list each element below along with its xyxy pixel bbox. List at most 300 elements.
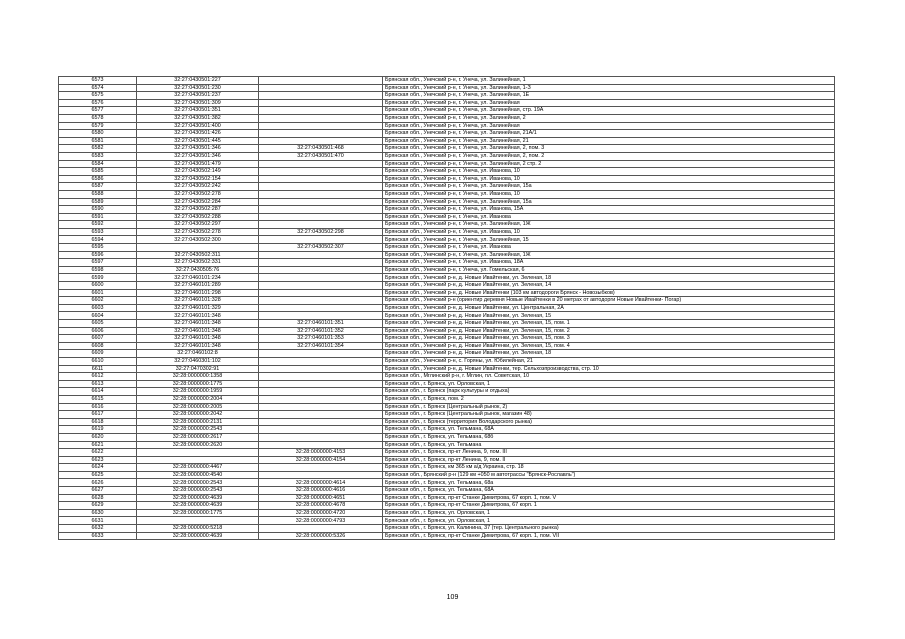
row-number-cell: 6587 [59, 183, 137, 191]
table-row [59, 525, 835, 533]
cadastral-number-cell: 32:27:0430501:237 [137, 92, 259, 100]
related-cadastral-number-cell [259, 373, 383, 381]
related-cadastral-number-cell [259, 441, 383, 449]
related-cadastral-number-cell [259, 221, 383, 229]
table-row [59, 304, 835, 312]
cadastral-number-cell: 32:28:0000000:4540 [137, 471, 259, 479]
row-number-cell: 6585 [59, 168, 137, 176]
cadastral-number-cell: 32:27:0430502:154 [137, 175, 259, 183]
table-row [59, 411, 835, 419]
table-row [59, 441, 835, 449]
related-cadastral-number-cell [259, 426, 383, 434]
address-cell: Брянская обл., Унечский р-н, г. Унеча, ул. Залинейная, 21А/1 [383, 130, 835, 138]
table-row [59, 517, 835, 525]
row-number-cell: 6581 [59, 137, 137, 145]
address-cell: Брянская обл., Унечский р-н, г. Унеча, ул. Залинейная, 1Е [383, 92, 835, 100]
address-cell: Брянская обл., г. Брянск, ул. Тельмана, 68А [383, 487, 835, 495]
related-cadastral-number-cell [259, 395, 383, 403]
related-cadastral-number-cell [259, 365, 383, 373]
table-row [59, 77, 835, 85]
row-number-cell: 6600 [59, 282, 137, 290]
row-number-cell: 6612 [59, 373, 137, 381]
row-number-cell: 6621 [59, 441, 137, 449]
address-cell: Брянская обл., г. Брянск (Центральный рынок, 2) [383, 403, 835, 411]
related-cadastral-number-cell: 32:27:0430501:468 [259, 145, 383, 153]
row-number-cell: 6606 [59, 327, 137, 335]
cadastral-number-cell: 32:27:0430502:284 [137, 198, 259, 206]
row-number-cell: 6627 [59, 487, 137, 495]
table-row [59, 418, 835, 426]
registry-table [58, 76, 835, 540]
cadastral-number-cell [137, 244, 259, 252]
cadastral-number-cell: 32:27:0430501:426 [137, 130, 259, 138]
related-cadastral-number-cell [259, 418, 383, 426]
cadastral-number-cell: 32:27:0430502:149 [137, 168, 259, 176]
related-cadastral-number-cell: 32:28:0000000:4651 [259, 494, 383, 502]
table-row [59, 92, 835, 100]
related-cadastral-number-cell: 32:27:0460101:353 [259, 335, 383, 343]
cadastral-number-cell: 32:27:0430501:346 [137, 145, 259, 153]
address-cell: Брянская обл., Унечский р-н, д. Новые Ивайтенки, тер. Сельхозпроизводства, стр. 10 [383, 365, 835, 373]
cadastral-number-cell: 32:27:0460102:8 [137, 350, 259, 358]
address-cell: Брянская обл., г. Брянск, ул. Тельмана, 68А [383, 426, 835, 434]
table-row [59, 198, 835, 206]
table-row [59, 190, 835, 198]
cadastral-number-cell: 32:27:0430505:76 [137, 266, 259, 274]
table-row [59, 274, 835, 282]
row-number-cell: 6579 [59, 122, 137, 130]
row-number-cell: 6594 [59, 236, 137, 244]
table-row [59, 251, 835, 259]
cadastral-number-cell: 32:27:0430502:311 [137, 251, 259, 259]
cadastral-number-cell: 32:27:0430501:309 [137, 99, 259, 107]
address-cell: Брянская обл., г. Брянск, ул. Орловская, 1 [383, 517, 835, 525]
related-cadastral-number-cell [259, 107, 383, 115]
row-number-cell: 6631 [59, 517, 137, 525]
cadastral-number-cell: 32:27:0430501:400 [137, 122, 259, 130]
table-row [59, 449, 835, 457]
related-cadastral-number-cell [259, 259, 383, 267]
related-cadastral-number-cell [259, 236, 383, 244]
related-cadastral-number-cell: 32:27:0460101:351 [259, 320, 383, 328]
row-number-cell: 6604 [59, 312, 137, 320]
related-cadastral-number-cell: 32:28:0000000:4793 [259, 517, 383, 525]
table-row [59, 509, 835, 517]
row-number-cell: 6582 [59, 145, 137, 153]
row-number-cell: 6593 [59, 228, 137, 236]
row-number-cell: 6616 [59, 403, 137, 411]
row-number-cell: 6592 [59, 221, 137, 229]
address-cell: Брянская обл., Унечский р-н, г. Унеча, ул. Залинейная, 1 [383, 77, 835, 85]
table-row [59, 137, 835, 145]
address-cell: Брянская обл., Унечский р-н, г. Унеча, ул. Залинейная, 1Ж [383, 251, 835, 259]
row-number-cell: 6597 [59, 259, 137, 267]
related-cadastral-number-cell [259, 206, 383, 214]
cadastral-number-cell: 32:27:0430502:278 [137, 228, 259, 236]
related-cadastral-number-cell: 32:27:0430501:470 [259, 152, 383, 160]
address-cell: Брянская обл., Унечский р-н, г. Унеча, ул. Иванова, 10 [383, 228, 835, 236]
address-cell: Брянская обл., Унечский р-н, г. Унеча, ул. Залинейная, 2, пом. 2 [383, 152, 835, 160]
table-row [59, 289, 835, 297]
cadastral-number-cell: 32:27:0470302:91 [137, 365, 259, 373]
table-row [59, 487, 835, 495]
table-row [59, 282, 835, 290]
related-cadastral-number-cell [259, 137, 383, 145]
table-row [59, 213, 835, 221]
table-row [59, 464, 835, 472]
cadastral-number-cell [137, 456, 259, 464]
address-cell: Брянская обл., Унечский р-н, г. Унеча, ул. Иванова, 10 [383, 168, 835, 176]
cadastral-number-cell: 32:27:0430501:346 [137, 152, 259, 160]
address-cell: Брянская обл., г. Брянск, ул. Орловская, 1 [383, 509, 835, 517]
address-cell: Брянская обл., г. Брянск, ул. Тельмана, 68а [383, 479, 835, 487]
related-cadastral-number-cell [259, 122, 383, 130]
row-number-cell: 6607 [59, 335, 137, 343]
related-cadastral-number-cell: 32:27:0460101:352 [259, 327, 383, 335]
row-number-cell: 6609 [59, 350, 137, 358]
cadastral-number-cell: 32:27:0430501:227 [137, 77, 259, 85]
row-number-cell: 6577 [59, 107, 137, 115]
address-cell: Брянская обл., Унечский р-н, д. Новые Ивайтенки, ул. Зеленая, 15 [383, 312, 835, 320]
related-cadastral-number-cell: 32:28:0000000:4154 [259, 456, 383, 464]
row-number-cell: 6618 [59, 418, 137, 426]
address-cell: Брянская обл., Унечский р-н, г. Унеча, ул. Залинейная, 2, пом. 3 [383, 145, 835, 153]
cadastral-number-cell: 32:27:0430502:331 [137, 259, 259, 267]
cadastral-number-cell: 32:28:0000000:1959 [137, 388, 259, 396]
address-cell: Брянская обл., г. Брянск, пр-кт Станке Димитрова, 67 корп. 1 [383, 502, 835, 510]
related-cadastral-number-cell: 32:27:0430502:307 [259, 244, 383, 252]
address-cell: Брянская обл., Унечский р-н (ориентир деревня Новые Ивайтенки в 20 метрах от автодорги Новые Ивайтенки- Погар) [383, 297, 835, 305]
address-cell: Брянская обл., г. Брянск, пом. 2 [383, 395, 835, 403]
row-number-cell: 6584 [59, 160, 137, 168]
cadastral-number-cell: 32:27:0430502:300 [137, 236, 259, 244]
table-row [59, 312, 835, 320]
page-number: 109 [446, 594, 459, 601]
address-cell: Брянская обл., Унечский р-н, г. Унеча, ул. Залинейная, 21 [383, 137, 835, 145]
address-cell: Брянская обл., Унечский р-н, г. Унеча, ул. Залинейная, 2 [383, 114, 835, 122]
row-number-cell: 6614 [59, 388, 137, 396]
cadastral-number-cell: 32:28:0000000:2005 [137, 403, 259, 411]
row-number-cell: 6573 [59, 77, 137, 85]
related-cadastral-number-cell [259, 92, 383, 100]
related-cadastral-number-cell [259, 433, 383, 441]
row-number-cell: 6578 [59, 114, 137, 122]
address-cell: Брянская обл., Унечский р-н, д. Новые Ивайтенки, ул. Центральная, 2А [383, 304, 835, 312]
table-row [59, 494, 835, 502]
related-cadastral-number-cell [259, 471, 383, 479]
row-number-cell: 6576 [59, 99, 137, 107]
cadastral-number-cell: 32:27:0430501:351 [137, 107, 259, 115]
row-number-cell: 6583 [59, 152, 137, 160]
address-cell: Брянская обл., г. Брянск (Центральный рынок, магазин 48) [383, 411, 835, 419]
row-number-cell: 6596 [59, 251, 137, 259]
address-cell: Брянская обл., Мглинский р-н, г. Мглин, пл. Советская, 10 [383, 373, 835, 381]
address-cell: Брянская обл., Унечский р-н, г. Унеча, ул. Иванова, 10 [383, 190, 835, 198]
address-cell: Брянская обл., Унечский р-н, д. Новые Ивайтенки, ул. Зеленая, 15, пом. 1 [383, 320, 835, 328]
cadastral-number-cell: 32:27:0430502:287 [137, 206, 259, 214]
address-cell: Брянская обл., Брянский р-н (129 км +050 м автотрассы "Брянск-Рославль") [383, 471, 835, 479]
row-number-cell: 6601 [59, 289, 137, 297]
related-cadastral-number-cell: 32:28:0000000:4614 [259, 479, 383, 487]
table-row [59, 335, 835, 343]
address-cell: Брянская обл., Унечский р-н, д. Новые Ивайтенки (103 км автодороги Брянск - Новозыбков) [383, 289, 835, 297]
row-number-cell: 6625 [59, 471, 137, 479]
table-row [59, 236, 835, 244]
related-cadastral-number-cell: 32:28:0000000:4678 [259, 502, 383, 510]
related-cadastral-number-cell: 32:27:0430502:298 [259, 228, 383, 236]
cadastral-number-cell: 32:28:0000000:5218 [137, 525, 259, 533]
address-cell: Брянская обл., Унечский р-н, д. Новые Ивайтенки, ул. Зеленая, 18 [383, 274, 835, 282]
related-cadastral-number-cell [259, 213, 383, 221]
table-row [59, 532, 835, 540]
cadastral-number-cell: 32:27:0460101:348 [137, 342, 259, 350]
cadastral-number-cell: 32:27:0430502:297 [137, 221, 259, 229]
address-cell: Брянская обл., Унечский р-н, г. Унеча, ул. Залинейная [383, 122, 835, 130]
cadastral-number-cell: 32:27:0430502:278 [137, 190, 259, 198]
row-number-cell: 6574 [59, 84, 137, 92]
related-cadastral-number-cell [259, 274, 383, 282]
address-cell: Брянская обл., г. Брянск (территория Володарского рынка) [383, 418, 835, 426]
table-row [59, 221, 835, 229]
table-row [59, 426, 835, 434]
table-row [59, 84, 835, 92]
row-number-cell: 6588 [59, 190, 137, 198]
table-row [59, 183, 835, 191]
address-cell: Брянская обл., Унечский р-н, г. Унеча, ул. Залинейная, стр. 19А [383, 107, 835, 115]
related-cadastral-number-cell [259, 464, 383, 472]
related-cadastral-number-cell [259, 380, 383, 388]
table-row [59, 380, 835, 388]
related-cadastral-number-cell [259, 114, 383, 122]
row-number-cell: 6602 [59, 297, 137, 305]
cadastral-number-cell: 32:28:0000000:2004 [137, 395, 259, 403]
cadastral-number-cell: 32:28:0000000:4467 [137, 464, 259, 472]
row-number-cell: 6622 [59, 449, 137, 457]
address-cell: Брянская обл., Унечский р-н, г. Унеча, ул. Залинейная, 15 [383, 236, 835, 244]
cadastral-number-cell: 32:28:0000000:1775 [137, 509, 259, 517]
table-row [59, 395, 835, 403]
cadastral-number-cell: 32:28:0000000:2620 [137, 441, 259, 449]
related-cadastral-number-cell: 32:28:0000000:4616 [259, 487, 383, 495]
table-row [59, 456, 835, 464]
table-row [59, 175, 835, 183]
address-cell: Брянская обл., г. Брянск, пр-кт Станке Димитрова, 67 корп. 1, пом. VII [383, 532, 835, 540]
address-cell: Брянская обл., г. Брянск, пр-кт Ленина, 9, пом. II [383, 456, 835, 464]
table-row [59, 228, 835, 236]
related-cadastral-number-cell [259, 350, 383, 358]
table-row [59, 114, 835, 122]
related-cadastral-number-cell [259, 160, 383, 168]
address-cell: Брянская обл., г. Брянск (парк культуры и отдыха) [383, 388, 835, 396]
row-number-cell: 6586 [59, 175, 137, 183]
table-row [59, 145, 835, 153]
cadastral-number-cell: 32:27:0460301:102 [137, 357, 259, 365]
address-cell: Брянская обл., г. Брянск, ул. Тельмана [383, 441, 835, 449]
address-cell: Брянская обл., Унечский р-н, г. Унеча, ул. Иванова, 10 [383, 175, 835, 183]
address-cell: Брянская обл., г. Брянск, ул. Тельмана, 68б [383, 433, 835, 441]
cadastral-number-cell: 32:27:0460101:328 [137, 297, 259, 305]
address-cell: Брянская обл., Унечский р-н, г. Унеча, ул. Залинейная, 1Ж [383, 221, 835, 229]
related-cadastral-number-cell [259, 388, 383, 396]
row-number-cell: 6591 [59, 213, 137, 221]
row-number-cell: 6623 [59, 456, 137, 464]
table-row [59, 297, 835, 305]
address-cell: Брянская обл., Унечский р-н, д. Новые Ивайтенки, ул. Зеленая, 14 [383, 282, 835, 290]
address-cell: Брянская обл., Унечский р-н, г. Унеча, ул. Залинейная, 15а [383, 183, 835, 191]
related-cadastral-number-cell [259, 403, 383, 411]
table-row [59, 122, 835, 130]
row-number-cell: 6632 [59, 525, 137, 533]
cadastral-number-cell: 32:27:0460101:348 [137, 312, 259, 320]
row-number-cell: 6598 [59, 266, 137, 274]
table-row [59, 160, 835, 168]
table-row [59, 320, 835, 328]
cadastral-number-cell: 32:28:0000000:2543 [137, 426, 259, 434]
related-cadastral-number-cell [259, 130, 383, 138]
table-row [59, 130, 835, 138]
address-cell: Брянская обл., Унечский р-н, г. Унеча, ул. Залинейная, 1-З [383, 84, 835, 92]
address-cell: Брянская обл., Унечский р-н, г. Унеча, ул. Иванова, 18А [383, 259, 835, 267]
cadastral-number-cell: 32:27:0430501:382 [137, 114, 259, 122]
address-cell: Брянская обл., Унечский р-н, г. Унеча, ул. Иванова [383, 213, 835, 221]
related-cadastral-number-cell [259, 84, 383, 92]
cadastral-number-cell: 32:27:0460101:234 [137, 274, 259, 282]
cadastral-number-cell: 32:28:0000000:4639 [137, 502, 259, 510]
cadastral-number-cell: 32:28:0000000:4639 [137, 494, 259, 502]
row-number-cell: 6580 [59, 130, 137, 138]
address-cell: Брянская обл., г. Брянск, ул. Калинина, 37 (тер. Центрального рынка) [383, 525, 835, 533]
address-cell: Брянская обл., Унечский р-н, д. Новые Ивайтенки, ул. Зеленая, 18 [383, 350, 835, 358]
address-cell: Брянская обл., Унечский р-н, г. Унеча, ул. Залинейная, 2 стр. 2 [383, 160, 835, 168]
table-row [59, 327, 835, 335]
related-cadastral-number-cell [259, 282, 383, 290]
related-cadastral-number-cell [259, 357, 383, 365]
cadastral-number-cell: 32:28:0000000:2543 [137, 487, 259, 495]
related-cadastral-number-cell [259, 99, 383, 107]
related-cadastral-number-cell [259, 190, 383, 198]
table-row [59, 388, 835, 396]
cadastral-number-cell: 32:27:0460101:348 [137, 320, 259, 328]
related-cadastral-number-cell [259, 77, 383, 85]
row-number-cell: 6613 [59, 380, 137, 388]
row-number-cell: 6603 [59, 304, 137, 312]
related-cadastral-number-cell: 32:28:0000000:5326 [259, 532, 383, 540]
table-row [59, 107, 835, 115]
row-number-cell: 6633 [59, 532, 137, 540]
row-number-cell: 6589 [59, 198, 137, 206]
table-row [59, 373, 835, 381]
table-row [59, 502, 835, 510]
row-number-cell: 6610 [59, 357, 137, 365]
related-cadastral-number-cell [259, 168, 383, 176]
table-row [59, 152, 835, 160]
address-cell: Брянская обл., Унечский р-н, с. Горяны, ул. Юбилейная, 21 [383, 357, 835, 365]
row-number-cell: 6630 [59, 509, 137, 517]
cadastral-number-cell: 32:27:0430501:479 [137, 160, 259, 168]
related-cadastral-number-cell [259, 251, 383, 259]
table-row [59, 259, 835, 267]
row-number-cell: 6626 [59, 479, 137, 487]
address-cell: Брянская обл., Унечский р-н, д. Новые Ивайтенки, ул. Зеленая, 15, пом. 3 [383, 335, 835, 343]
row-number-cell: 6605 [59, 320, 137, 328]
related-cadastral-number-cell [259, 525, 383, 533]
address-cell: Брянская обл., Унечский р-н, г. Унеча, ул. Иванова [383, 244, 835, 252]
table-row [59, 357, 835, 365]
table-row [59, 342, 835, 350]
address-cell: Брянская обл., Унечский р-н, г. Унеча, ул. Иванова, 15А [383, 206, 835, 214]
table-row [59, 433, 835, 441]
row-number-cell: 6608 [59, 342, 137, 350]
registry-table-body [59, 77, 835, 540]
cadastral-number-cell: 32:27:0430501:445 [137, 137, 259, 145]
cadastral-number-cell: 32:27:0460101:348 [137, 335, 259, 343]
cadastral-number-cell: 32:27:0430501:230 [137, 84, 259, 92]
cadastral-number-cell: 32:27:0460101:348 [137, 327, 259, 335]
cadastral-number-cell: 32:27:0460101:329 [137, 304, 259, 312]
related-cadastral-number-cell: 32:28:0000000:4153 [259, 449, 383, 457]
row-number-cell: 6599 [59, 274, 137, 282]
cadastral-number-cell: 32:27:0460101:289 [137, 282, 259, 290]
table-row [59, 350, 835, 358]
row-number-cell: 6615 [59, 395, 137, 403]
cadastral-number-cell: 32:28:0000000:1358 [137, 373, 259, 381]
table-row [59, 266, 835, 274]
address-cell: Брянская обл., Унечский р-н, д. Новые Ивайтенки, ул. Зеленая, 15, пом. 2 [383, 327, 835, 335]
cadastral-number-cell: 32:28:0000000:2617 [137, 433, 259, 441]
address-cell: Брянская обл., Унечский р-н, г. Унеча, ул. Залинейная, 15а [383, 198, 835, 206]
cadastral-number-cell: 32:28:0000000:2543 [137, 479, 259, 487]
cadastral-number-cell: 32:28:0000000:1775 [137, 380, 259, 388]
cadastral-number-cell: 32:27:0430502:242 [137, 183, 259, 191]
cadastral-number-cell [137, 449, 259, 457]
row-number-cell: 6595 [59, 244, 137, 252]
address-cell: Брянская обл., Унечский р-н, г. Унеча, ул. Гомельская, 6 [383, 266, 835, 274]
address-cell: Брянская обл., г. Брянск, пр-кт Ленина, 9, пом. III [383, 449, 835, 457]
related-cadastral-number-cell [259, 266, 383, 274]
row-number-cell: 6628 [59, 494, 137, 502]
related-cadastral-number-cell [259, 175, 383, 183]
address-cell: Брянская обл., г. Брянск, ул. Орловская, 1 [383, 380, 835, 388]
related-cadastral-number-cell [259, 297, 383, 305]
table-row [59, 471, 835, 479]
related-cadastral-number-cell [259, 183, 383, 191]
related-cadastral-number-cell [259, 289, 383, 297]
address-cell: Брянская обл., Унечский р-н, г. Унеча, ул. Залинейная [383, 99, 835, 107]
related-cadastral-number-cell [259, 312, 383, 320]
address-cell: Брянская обл., г. Брянск, пр-кт Станке Димитрова, 67 корп. 1, пом. V [383, 494, 835, 502]
table-row [59, 403, 835, 411]
table-row [59, 99, 835, 107]
cadastral-number-cell: 32:28:0000000:2042 [137, 411, 259, 419]
table-row [59, 168, 835, 176]
cadastral-number-cell: 32:28:0000000:2131 [137, 418, 259, 426]
table-row [59, 206, 835, 214]
row-number-cell: 6629 [59, 502, 137, 510]
table-row [59, 365, 835, 373]
table-row [59, 244, 835, 252]
table-row [59, 479, 835, 487]
address-cell: Брянская обл., Унечский р-н, д. Новые Ивайтенки, ул. Зеленая, 15, пом. 4 [383, 342, 835, 350]
related-cadastral-number-cell [259, 411, 383, 419]
related-cadastral-number-cell [259, 304, 383, 312]
row-number-cell: 6590 [59, 206, 137, 214]
row-number-cell: 6575 [59, 92, 137, 100]
cadastral-number-cell: 32:28:0000000:4639 [137, 532, 259, 540]
row-number-cell: 6611 [59, 365, 137, 373]
row-number-cell: 6620 [59, 433, 137, 441]
cadastral-number-cell: 32:27:0460101:298 [137, 289, 259, 297]
related-cadastral-number-cell: 32:28:0000000:4720 [259, 509, 383, 517]
